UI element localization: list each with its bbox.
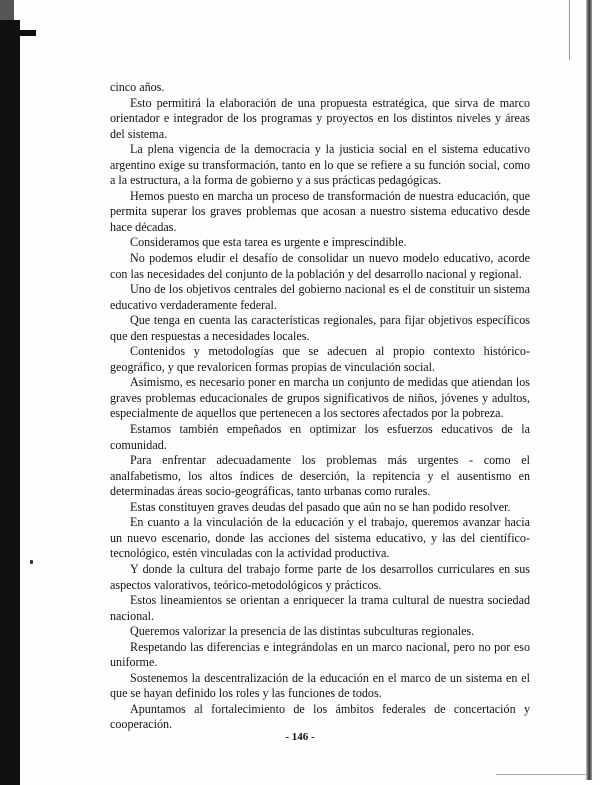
paragraph: Contenidos y metodologías que se adecuen al propio contexto histórico-geográfico, y que revaloricen formas propias de vinculación social. [110,344,530,374]
paragraph: La plena vigencia de la democracia y la justicia social en el sistema educativo argentino exige su transformación, tanto en lo que se refiere a su función social, como a la estructura, a la forma de gobierno y a sus prácticas pedagógicas. [110,142,530,188]
paragraph: Y donde la cultura del trabajo forme parte de los desarrollos curriculares en sus aspectos valorativos, teórico-metodológicos y prácticos. [110,561,530,592]
paragraph: Estos lineamientos se orientan a enriquecer la trama cultural de nuestra sociedad nacional. [110,593,530,623]
body-text [110,80,530,733]
paragraph: Uno de los objetivos centrales del gobierno nacional es el de constituir un sistema educativo verdaderamente federal. [110,282,530,312]
scan-speck [30,560,33,564]
paragraph: Sostenemos la descentralización de la educación en el marco de un sistema en el que se hayan definido los roles y las funciones de todos. [110,670,530,701]
paragraph: Apuntamos al fortalecimiento de los ámbitos federales de concertación y cooperación. [110,701,530,732]
paragraph: Respetando las diferencias e integrándolas en un marco nacional, pero no por eso uniforme. [110,639,530,670]
paragraph: Queremos valorizar la presencia de las distintas subculturas regionales. [130,624,475,639]
paragraph: Hemos puesto en marcha un proceso de transformación de nuestra educación, que permita superar los graves problemas que acosan a nuestro sistema educativo desde hace décadas. [110,188,530,234]
paragraph: cinco años. [110,80,165,94]
paragraph: Consideramos que esta tarea es urgente e imprescindible. [130,235,407,250]
scan-border-shadow-right [586,0,592,780]
scan-border-line [569,0,570,60]
paragraph: Que tenga en cuenta las características regionales, para fijar objetivos específicos que den respuestas a necesidades locales. [110,313,530,343]
paragraph: No podemos eludir el desafío de consolidar un nuevo modelo educativo, acorde con las necesidades del conjunto de la población y del desarrollo nacional y regional. [110,251,530,281]
paragraph: Para enfrentar adecuadamente los problemas más urgentes - como el analfabetismo, los altos índices de deserción, la repitencia y el ausentismo en determinadas áreas socio-geográficas, tanto urbanas como rurales. [110,453,530,499]
paragraph: Estas constituyen graves deudas del pasado que aún no se han podido resolver. [130,499,511,514]
scan-border-line-bottom [496,774,586,775]
scan-border-corner [14,30,36,36]
scan-border-shadow-left [0,20,20,785]
page-number: - 146 - [285,731,315,743]
paragraph: En cuanto a la vinculación de la educación y el trabajo, queremos avanzar hacia un nuevo escenario, donde las acciones del sistema educativo, y las del científico-tecnológico, estén vinculadas con la actividad productiva. [110,515,530,561]
paragraph: Estamos también empeñados en optimizar los esfuerzos educativos de la comunidad. [110,422,530,452]
paragraph: Esto permitirá la elaboración de una propuesta estratégica, que sirva de marco orientador e integrador de los programas y proyectos en los distintos niveles y áreas del sistema. [110,95,530,141]
paragraph: Asimismo, es necesario poner en marcha un conjunto de medidas que atiendan los graves problemas educacionales de grupos significativos de niños, jóvenes y adultos, especialmente de aquellos que pertenecen a los sectores afectados por la pobreza. [110,375,530,421]
